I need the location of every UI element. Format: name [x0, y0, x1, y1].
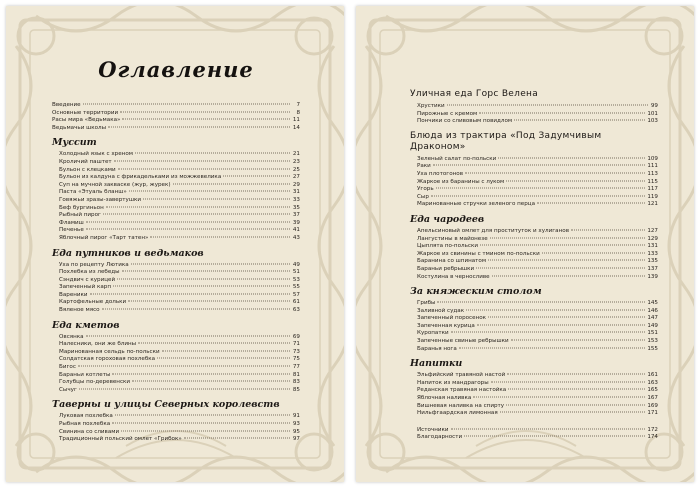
section-heading: Таверны и улицы Северных королевств — [52, 399, 280, 411]
toc-entry-title: Голубцы по-деревенски — [59, 379, 131, 386]
page-title: Оглавление — [98, 57, 254, 82]
toc-entry-title: Луковая похлебка — [59, 413, 113, 420]
toc-entry-title: Хрустики — [417, 103, 445, 109]
toc-entry[interactable] — [52, 167, 300, 175]
dot-leader — [465, 172, 645, 173]
dot-leader — [571, 229, 645, 230]
dot-leader — [488, 317, 645, 318]
toc-entry[interactable] — [410, 410, 658, 418]
dot-leader — [492, 275, 646, 276]
toc-entry-title: Запеченная курица — [417, 322, 475, 329]
toc-entry-page: 163 — [647, 379, 658, 386]
toc-entry-title: Реданская травяная настойка — [417, 387, 507, 394]
toc-entry[interactable] — [52, 341, 300, 349]
toc-entry-page: 131 — [647, 243, 658, 250]
toc-entry-title: Бигос — [59, 364, 76, 371]
toc-entry-page: 75 — [292, 356, 300, 363]
toc-entry-page: 93 — [292, 421, 300, 427]
right-toc — [410, 84, 658, 442]
toc-entry-page: 23 — [292, 158, 300, 165]
toc-entry-title: Зеленый салат по-польски — [417, 155, 497, 162]
toc-entry[interactable] — [52, 379, 300, 387]
toc-entry-title: Сыр — [417, 193, 429, 200]
toc-entry-page: 35 — [292, 204, 300, 211]
toc-entry[interactable] — [410, 266, 658, 274]
toc-entry-page: 115 — [647, 178, 658, 185]
dot-leader — [120, 111, 290, 112]
toc-entry[interactable] — [52, 387, 300, 395]
toc-entry-title: Пирожные с кремом — [417, 110, 478, 117]
dot-leader — [112, 423, 290, 424]
toc-entry-page: 29 — [292, 181, 300, 188]
toc-entry-page: 31 — [292, 189, 300, 196]
toc-entry-title: Жаркое из свинины с тмином по-польски — [417, 250, 540, 257]
dot-leader — [86, 335, 290, 336]
toc-entry[interactable] — [410, 156, 658, 164]
toc-entry[interactable] — [410, 427, 658, 435]
toc-entry-title: Фламиш — [59, 219, 84, 226]
dot-leader — [477, 324, 645, 325]
dot-leader — [223, 176, 290, 177]
toc-entry-page: 77 — [292, 364, 300, 371]
toc-entry[interactable] — [410, 243, 658, 251]
dot-leader — [106, 206, 290, 207]
toc-entry-page: 21 — [292, 151, 300, 158]
toc-entry-page: 155 — [647, 345, 658, 352]
toc-entry-title: Угорь — [417, 186, 434, 193]
dot-leader — [507, 374, 645, 375]
toc-entry-page: 51 — [292, 269, 300, 276]
toc-entry[interactable] — [52, 372, 300, 380]
toc-entry[interactable] — [410, 251, 658, 259]
toc-entry-title: Заливной судак — [417, 307, 465, 314]
dot-leader — [150, 236, 290, 237]
dot-leader — [118, 168, 290, 169]
toc-entry[interactable] — [410, 323, 658, 331]
dot-leader — [79, 388, 290, 389]
dot-leader — [488, 260, 645, 261]
toc-entry-title: Солдатская гороховая похлебка — [59, 356, 156, 363]
toc-entry-title: Эльфийский травяной настой — [417, 372, 506, 379]
section-heading: Еда путников и ведьмаков — [52, 247, 204, 259]
dot-leader — [500, 412, 646, 413]
toc-entry-page: 161 — [647, 372, 658, 379]
dot-leader — [128, 301, 290, 302]
toc-entry-page: 169 — [647, 402, 658, 409]
toc-entry-page: 151 — [647, 330, 658, 337]
toc-entry[interactable] — [410, 346, 658, 354]
toc-entry-title: Налесники, они же блины — [59, 341, 137, 348]
toc-entry-title: Благодарности — [417, 434, 463, 441]
section-heading: За княжеским столом — [410, 286, 542, 298]
dot-leader — [184, 438, 290, 439]
toc-entry[interactable] — [410, 103, 658, 111]
toc-entry[interactable] — [410, 163, 658, 171]
spacer — [410, 418, 658, 427]
dot-leader — [476, 267, 645, 268]
toc-entry-page: 97 — [292, 436, 300, 443]
toc-entry-title: Раки — [417, 163, 431, 170]
toc-entry-title: Похлебка из лебеды — [59, 269, 120, 276]
toc-entry[interactable] — [52, 174, 300, 182]
toc-entry[interactable] — [52, 421, 300, 429]
dot-leader — [451, 332, 646, 333]
toc-entry-page: 81 — [292, 371, 300, 378]
dot-leader — [431, 195, 645, 196]
dot-leader — [112, 373, 290, 374]
dot-leader — [78, 366, 290, 367]
toc-entry-title: Баранья нога — [417, 345, 457, 352]
toc-entry-title: Лангустины в майонезе — [417, 235, 488, 242]
toc-entry-page: 11 — [292, 117, 300, 124]
toc-entry[interactable] — [410, 315, 658, 323]
dot-leader — [459, 347, 646, 348]
toc-entry[interactable] — [52, 334, 300, 342]
toc-entry-title: Маринованная сельдь по-польски — [59, 348, 160, 355]
toc-entry[interactable] — [52, 436, 300, 444]
toc-entry-page: 27 — [292, 174, 300, 181]
toc-entry-page: 109 — [647, 155, 658, 162]
toc-entry[interactable] — [52, 110, 300, 118]
toc-entry-title: Костулина в черносливе — [417, 273, 490, 280]
dot-leader — [143, 198, 290, 199]
toc-entry-page: 91 — [292, 413, 300, 420]
section-heading: Блюда из трактира «Под Задумчивым Драконом» — [410, 130, 602, 152]
dot-leader — [131, 263, 290, 264]
toc-entry[interactable] — [410, 387, 658, 395]
toc-entry[interactable] — [52, 197, 300, 205]
toc-entry-page: 49 — [292, 261, 300, 268]
toc-entry-title: Холодный язык с хреном — [59, 151, 133, 158]
dot-leader — [129, 191, 290, 192]
toc-entry-page: 95 — [292, 428, 300, 435]
section-heading: Муссит — [52, 137, 97, 149]
toc-entry[interactable] — [410, 300, 658, 308]
toc-entry-page: 57 — [292, 291, 300, 298]
dot-leader — [466, 309, 645, 310]
toc-entry-page: 137 — [647, 265, 658, 272]
toc-entry-title: Запеченный карп — [59, 284, 112, 291]
toc-entry-title: Уха по рецепту Лютика — [59, 261, 129, 268]
toc-entry[interactable] — [52, 189, 300, 197]
toc-entry-title: Куропатки — [417, 330, 449, 337]
toc-entry[interactable] — [52, 284, 300, 292]
toc-entry-title: Источники — [417, 426, 449, 433]
toc-entry[interactable] — [410, 179, 658, 187]
dot-leader — [108, 126, 290, 127]
dot-leader — [122, 271, 290, 272]
toc-entry-page: 69 — [292, 333, 300, 340]
dot-leader — [114, 160, 290, 161]
toc-entry-page: 111 — [647, 163, 658, 170]
dot-leader — [86, 229, 290, 230]
toc-entry[interactable] — [52, 125, 300, 133]
toc-entry[interactable] — [52, 235, 300, 243]
toc-entry-page: 147 — [647, 315, 658, 322]
dot-leader — [480, 245, 645, 246]
toc-entry-title: Сычуг — [59, 386, 77, 393]
dot-leader — [437, 302, 645, 303]
toc-entry-page: 149 — [647, 322, 658, 329]
toc-entry-title: Яблочный пирог «Тарт татен» — [59, 234, 149, 241]
toc-entry[interactable] — [52, 349, 300, 357]
toc-entry[interactable] — [52, 307, 300, 315]
toc-entry[interactable] — [52, 117, 300, 125]
toc-entry-page: 55 — [292, 284, 300, 291]
toc-entry[interactable] — [410, 372, 658, 380]
toc-entry-title: Свинина со сливами — [59, 428, 120, 435]
toc-entry[interactable] — [52, 220, 300, 228]
toc-entry[interactable] — [410, 434, 658, 442]
toc-entry[interactable] — [410, 403, 658, 411]
toc-entry[interactable] — [410, 258, 658, 266]
toc-entry-page: 7 — [296, 102, 300, 108]
section-heading: Напитки — [410, 358, 463, 370]
toc-entry[interactable] — [52, 413, 300, 421]
toc-entry-page: 14 — [292, 124, 300, 131]
dot-leader — [157, 358, 290, 359]
dot-leader — [433, 165, 645, 166]
dot-leader — [508, 389, 645, 390]
toc-entry[interactable] — [52, 151, 300, 159]
right-page — [356, 6, 694, 482]
toc-entry-page: 121 — [647, 201, 658, 208]
toc-entry-title: Нильфгаардская лимонная — [417, 410, 498, 417]
toc-entry-page: 71 — [292, 341, 300, 348]
toc-entry-page: 101 — [647, 110, 658, 117]
dot-leader — [122, 119, 290, 120]
toc-entry-title: Расы мира «Ведьмака» — [52, 117, 121, 124]
toc-entry[interactable] — [410, 236, 658, 244]
toc-entry-page: 119 — [647, 193, 658, 200]
toc-entry[interactable] — [52, 364, 300, 372]
toc-entry-page: 8 — [296, 109, 300, 116]
toc-entry[interactable] — [52, 227, 300, 235]
toc-entry-title: Ведьмачьи школы — [52, 124, 107, 131]
toc-entry-page: 33 — [292, 196, 300, 203]
dot-leader — [473, 397, 645, 398]
toc-entry[interactable] — [410, 171, 658, 179]
toc-entry[interactable] — [52, 159, 300, 167]
dot-leader — [90, 293, 290, 294]
dot-leader — [537, 203, 645, 204]
toc-entry-title: Пончики со сливовым повидлом — [417, 118, 513, 125]
toc-entry-title: Говяжьи зразы-завертушки — [59, 196, 141, 203]
dot-leader — [135, 153, 290, 154]
toc-entry[interactable] — [52, 262, 300, 270]
dot-leader — [451, 428, 646, 429]
toc-entry-title: Паста «Этуаль бланш» — [59, 189, 127, 196]
toc-entry-title: Бульон с клецками — [59, 166, 116, 173]
dot-leader — [436, 188, 646, 189]
toc-entry-title: Бараньи ребрышки — [417, 265, 475, 272]
section-heading: Уличная еда Горс Велена — [410, 89, 539, 99]
toc-entry-page: 63 — [292, 307, 300, 314]
dot-leader — [86, 221, 290, 222]
toc-entry-page: 39 — [292, 219, 300, 226]
toc-entry-title: Жаркое из баранины с луком — [417, 178, 505, 185]
toc-entry[interactable] — [52, 102, 300, 110]
toc-entry[interactable] — [410, 274, 658, 282]
dot-leader — [162, 350, 290, 351]
toc-entry-title: Картофельные дольки — [59, 299, 127, 306]
toc-entry[interactable] — [52, 212, 300, 220]
toc-entry-title: Традиционный польский омлет «Грибок» — [59, 436, 182, 443]
toc-entry-page: 43 — [292, 234, 300, 241]
toc-entry[interactable] — [410, 186, 658, 194]
toc-entry-title: Овсянка — [59, 333, 84, 340]
dot-leader — [117, 278, 290, 279]
toc-entry-title: Запеченный поросенок — [417, 315, 487, 322]
toc-entry-page: 129 — [647, 235, 658, 242]
toc-entry-title: Вяленое мясо — [59, 307, 100, 314]
dot-leader — [506, 180, 645, 181]
toc-entry-title: Бульон из калдуна с фрикадельками из можжевелика — [59, 174, 222, 181]
toc-entry-page: 145 — [647, 300, 658, 307]
toc-entry-page: 172 — [647, 426, 658, 433]
toc-entry-page: 73 — [292, 348, 300, 355]
toc-entry-title: Беф бургиньон — [59, 204, 104, 211]
toc-entry-page: 174 — [647, 434, 658, 441]
left-toc — [52, 58, 300, 444]
toc-entry-title: Уха плотогонов — [417, 170, 463, 177]
left-page — [6, 6, 344, 482]
toc-entry-page: 117 — [647, 186, 658, 193]
toc-entry-page: 146 — [647, 307, 658, 314]
toc-entry[interactable] — [410, 201, 658, 209]
toc-entry-page: 61 — [292, 299, 300, 306]
toc-entry[interactable] — [52, 292, 300, 300]
toc-entry-title: Основные территории — [52, 109, 119, 116]
dot-leader — [132, 381, 290, 382]
toc-entry-title: Маринованные стручки зеленого перца — [417, 201, 536, 208]
toc-entry-page: 25 — [292, 166, 300, 173]
section-heading: Еда чародеев — [410, 213, 485, 225]
toc-entry[interactable] — [410, 111, 658, 119]
toc-entry-title: Вареники — [59, 291, 88, 298]
toc-entry[interactable] — [410, 338, 658, 346]
dot-leader — [447, 105, 648, 106]
toc-entry-page: 153 — [647, 338, 658, 345]
dot-leader — [83, 104, 290, 105]
toc-entry-title: Сэндвич с курицей — [59, 276, 116, 283]
toc-entry-title: Вишневая наливка на спирту — [417, 402, 505, 409]
dot-leader — [102, 309, 290, 310]
toc-entry[interactable] — [410, 118, 658, 126]
toc-entry-page: 37 — [292, 212, 300, 219]
dot-leader — [113, 286, 290, 287]
toc-entry[interactable] — [52, 182, 300, 190]
toc-entry[interactable] — [52, 299, 300, 307]
dot-leader — [479, 112, 645, 113]
dot-leader — [542, 252, 646, 253]
toc-entry-title: Напиток из мандрагоры — [417, 379, 489, 386]
toc-entry-page: 171 — [647, 410, 658, 417]
toc-entry-page: 85 — [292, 386, 300, 393]
dot-leader — [464, 436, 645, 437]
dot-leader — [511, 340, 646, 341]
dot-leader — [498, 157, 645, 158]
toc-entry-page: 113 — [647, 170, 658, 177]
toc-entry[interactable] — [52, 269, 300, 277]
toc-entry-title: Суп на мучной закваске (жур, журек) — [59, 181, 171, 188]
dot-leader — [115, 415, 290, 416]
toc-entry[interactable] — [410, 228, 658, 236]
toc-entry[interactable] — [410, 330, 658, 338]
toc-entry[interactable] — [52, 205, 300, 213]
toc-entry-title: Рыбная похлебка — [59, 421, 111, 427]
toc-entry[interactable] — [410, 194, 658, 202]
toc-entry-title: Грибы — [417, 300, 436, 307]
toc-entry-title: Запеченные свиные ребрышки — [417, 338, 509, 345]
toc-entry[interactable] — [52, 356, 300, 364]
toc-entry-title: Печенье — [59, 227, 84, 234]
dot-leader — [491, 381, 646, 382]
toc-entry-title: Кроличий паштет — [59, 158, 112, 165]
toc-entry-title: Рыбный пирог — [59, 212, 101, 219]
toc-entry-title: Введение — [52, 102, 81, 108]
toc-entry-page: 135 — [647, 258, 658, 265]
dot-leader — [490, 237, 646, 238]
toc-entry-page: 127 — [647, 227, 658, 234]
dot-leader — [514, 120, 645, 121]
toc-entry-title: Апельсиновый омлет для проституток и хулиганов — [417, 227, 569, 234]
toc-entry-title: Баранина со шпинатом — [417, 258, 487, 265]
dot-leader — [173, 183, 290, 184]
toc-entry-page: 41 — [292, 227, 300, 234]
toc-entry-page: 103 — [647, 118, 658, 125]
dot-leader — [138, 343, 290, 344]
toc-entry-page: 165 — [647, 387, 658, 394]
toc-entry[interactable] — [410, 395, 658, 403]
toc-entry-page: 167 — [647, 395, 658, 402]
toc-entry-title: Цыплята по-польски — [417, 243, 478, 250]
toc-entry-page: 133 — [647, 250, 658, 257]
dot-leader — [506, 404, 645, 405]
toc-entry-title: Бараньи котлеты — [59, 371, 111, 378]
toc-entry-title: Яблочная наливка — [417, 395, 472, 402]
toc-entry-page: 83 — [292, 379, 300, 386]
toc-entry-page: 53 — [292, 276, 300, 283]
dot-leader — [121, 430, 290, 431]
dot-leader — [103, 214, 290, 215]
toc-entry-page: 99 — [650, 103, 658, 109]
toc-entry-page: 139 — [647, 273, 658, 280]
section-heading: Еда кметов — [52, 319, 120, 331]
